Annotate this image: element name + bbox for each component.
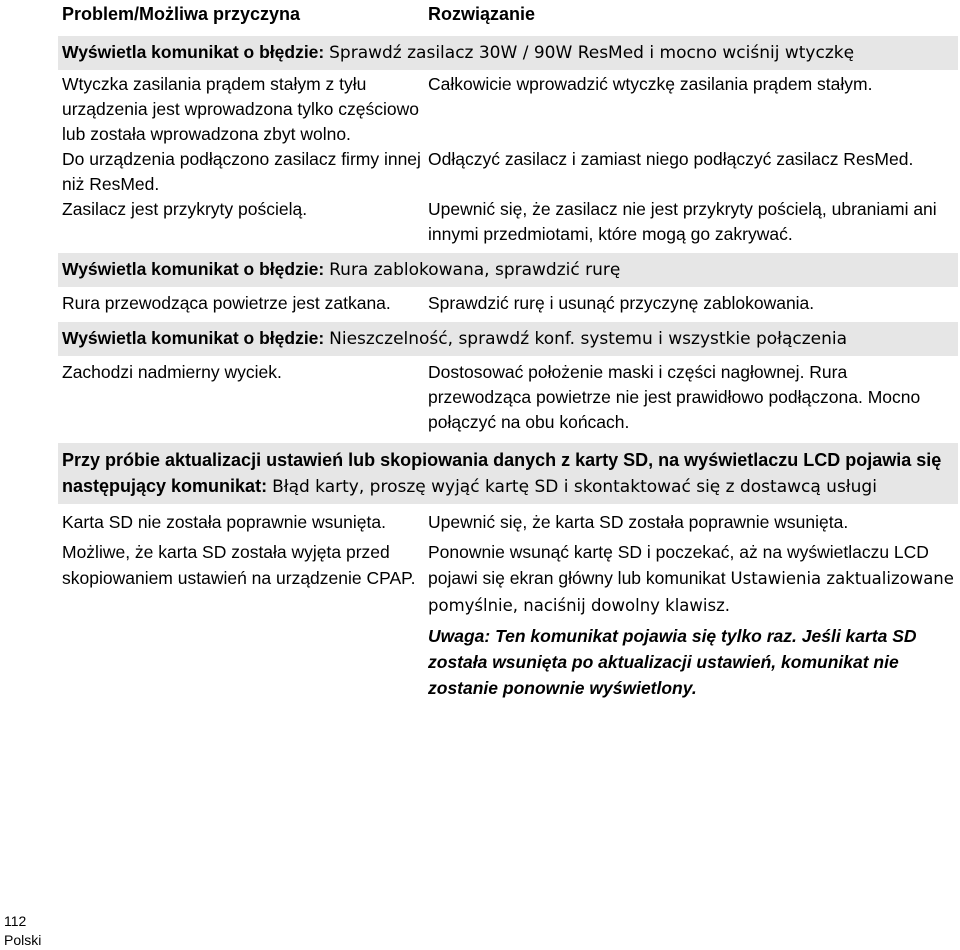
table-header	[58, 0, 958, 36]
band-label: Wyświetla komunikat o błędzie:	[62, 328, 325, 348]
band-message: Sprawdź zasilacz 30W / 90W ResMed i mocno wciśnij wtyczkę	[329, 43, 855, 63]
solution-cell: Sprawdzić rurę i usunąć przyczynę zablokowania.	[428, 293, 815, 313]
problem-cell: Zasilacz jest przykryty pościelą.	[62, 199, 308, 219]
problem-cell: Wtyczka zasilania prądem stałym z tyłu urządzenia jest wprowadzona tylko częściowo lub została wprowadzona zbyt wolno.	[62, 74, 419, 144]
header-solution: Rozwiązanie	[428, 4, 536, 24]
error-band	[58, 36, 958, 70]
lcd-message: Ustawienia zaktualizowane pomyślnie, naciśnij dowolny klawisz.	[428, 569, 954, 615]
table-row	[58, 72, 958, 147]
solution-cell: Odłączyć zasilacz i zamiast niego podłączyć zasilacz ResMed.	[428, 149, 914, 169]
band-message: Nieszczelność, sprawdź konf. systemu i wszystkie połączenia	[329, 329, 848, 349]
error-band	[58, 322, 958, 356]
table-row	[58, 197, 958, 247]
solution-cell: Upewnić się, że zasilacz nie jest przykryty pościelą, ubraniami ani innymi przedmiotami, które mogą go zakrywać.	[428, 199, 937, 244]
table-row	[58, 360, 958, 435]
band-label: Wyświetla komunikat o błędzie:	[62, 259, 325, 279]
problem-cell: Możliwe, że karta SD została wyjęta przed skopiowaniem ustawień na urządzenie CPAP.	[62, 542, 416, 588]
band-message: Rura zablokowana, sprawdzić rurę	[329, 260, 621, 280]
solution-cell: Dostosować położenie maski i części nagłownej. Rura przewodząca powietrze nie jest prawidłowo podłączona. Mocno połączyć na obu końcach.	[428, 362, 921, 432]
page-footer	[4, 912, 41, 950]
solution-text: Ponownie wsunąć kartę SD i poczekać, aż na wyświetlaczu LCD pojawi się ekran główny lub komunikat	[428, 542, 929, 588]
note-text: Uwaga: Ten komunikat pojawia się tylko raz. Jeśli karta SD została wsunięta po aktualizacji ustawień, komunikat nie zostanie ponownie wyświetlony.	[428, 626, 917, 698]
error-band	[58, 253, 958, 287]
table-row	[58, 147, 958, 197]
problem-cell: Rura przewodząca powietrze jest zatkana.	[62, 293, 391, 313]
solution-cell: Upewnić się, że karta SD została poprawnie wsunięta.	[428, 512, 849, 532]
table-row	[58, 539, 958, 701]
problem-cell: Karta SD nie została poprawnie wsunięta.	[62, 512, 386, 532]
problem-cell: Do urządzenia podłączono zasilacz firmy innej niż ResMed.	[62, 149, 421, 194]
solution-cell: Całkowicie wprowadzić wtyczkę zasilania prądem stałym.	[428, 74, 873, 94]
header-problem: Problem/Możliwa przyczyna	[62, 4, 301, 24]
table-row	[58, 510, 958, 535]
band-message: Błąd karty, proszę wyjąć kartę SD i skontaktować się z dostawcą usługi	[272, 477, 877, 497]
table-row	[58, 291, 958, 316]
band-label: Wyświetla komunikat o błędzie:	[62, 42, 325, 62]
troubleshooting-table	[58, 0, 958, 701]
page-number: 112	[4, 913, 27, 929]
problem-cell: Zachodzi nadmierny wyciek.	[62, 362, 282, 382]
error-band	[58, 443, 958, 504]
solution-cell	[424, 539, 954, 701]
language-label: Polski	[4, 932, 42, 948]
band-label: Przy próbie aktualizacji ustawień lub skopiowania danych z karty SD, na wyświetlaczu LCD pojawia się następujący komunikat:	[62, 450, 942, 496]
